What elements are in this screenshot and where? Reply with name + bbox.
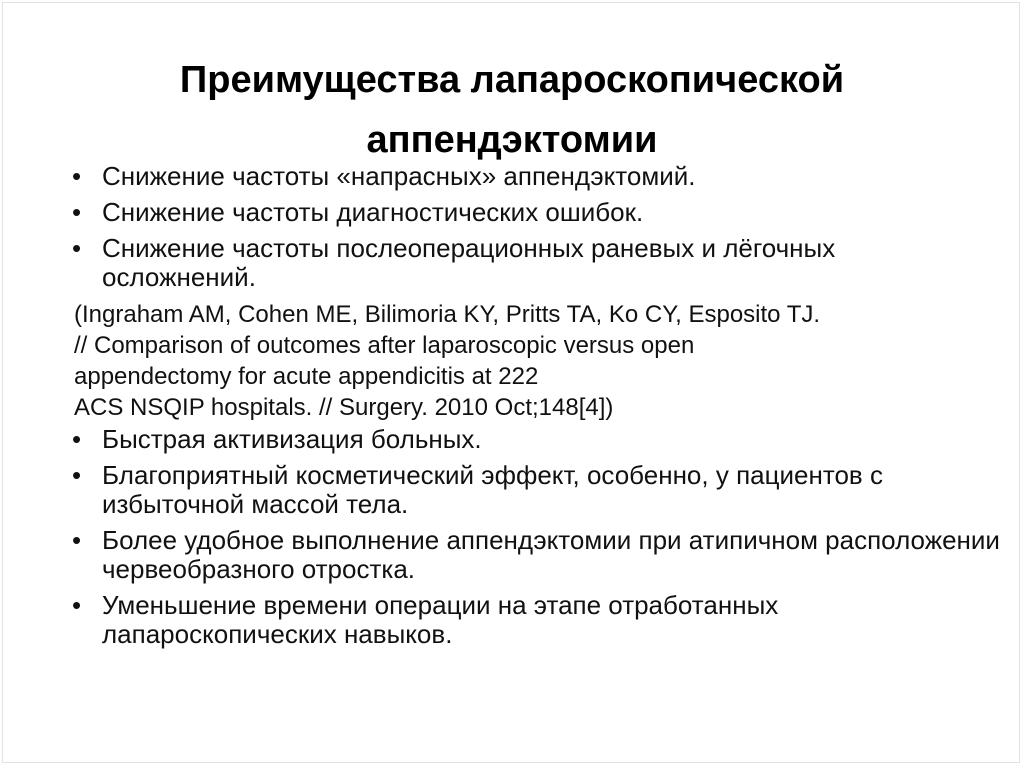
bullet-dot: • [72, 460, 82, 490]
list-item-text: Благоприятный косметический эффект, особенно, у пациентов с избыточной массой тела. [102, 460, 883, 519]
title-line-1: Преимущества лапароскопической [179, 59, 845, 101]
list-item-text: Уменьшение времени операции на этапе отработанных лапароскопических навыков. [102, 590, 779, 649]
list-item [72, 198, 992, 227]
bullet-dot: • [72, 197, 82, 227]
list-item-text: Снижение частоты «напрасных» аппендэктомий. [102, 161, 696, 191]
slide-title [60, 50, 964, 170]
bullet-dot: • [72, 590, 82, 620]
bullet-dot: • [72, 161, 82, 191]
list-item-text: Быстрая активизация больных. [102, 424, 482, 454]
slide-content [72, 161, 1000, 656]
citation-line: // Comparison of outcomes after laparoscopic versus open [74, 332, 695, 359]
list-item-text: Снижение частоты послеоперационных раневых и лёгочных осложнений. [102, 233, 836, 292]
citation-line: ACS NSQIP hospitals. // Surgery. 2010 Oct;148[4]) [74, 394, 614, 421]
list-item [72, 162, 992, 191]
list-item [72, 234, 892, 292]
list-item-text: Более удобное выполнение аппендэктомии при атипичном расположении червеобразного отростка. [102, 525, 1000, 584]
bullet-dot: • [72, 424, 82, 454]
bullet-dot: • [72, 525, 82, 555]
list-item [72, 591, 982, 649]
citation [72, 299, 992, 423]
list-item-text: Снижение частоты диагностических ошибок. [102, 197, 644, 227]
list-item [72, 526, 1012, 584]
title-line-2: аппендэктомии [366, 119, 658, 161]
citation-line: appendectomy for acute appendicitis at 222 [74, 363, 539, 390]
bullet-dot: • [72, 233, 82, 263]
list-item [72, 461, 902, 519]
list-item [72, 425, 992, 454]
citation-line: (Ingraham AM, Cohen ME, Bilimoria KY, Pritts TA, Ko CY, Esposito TJ. [74, 301, 821, 328]
